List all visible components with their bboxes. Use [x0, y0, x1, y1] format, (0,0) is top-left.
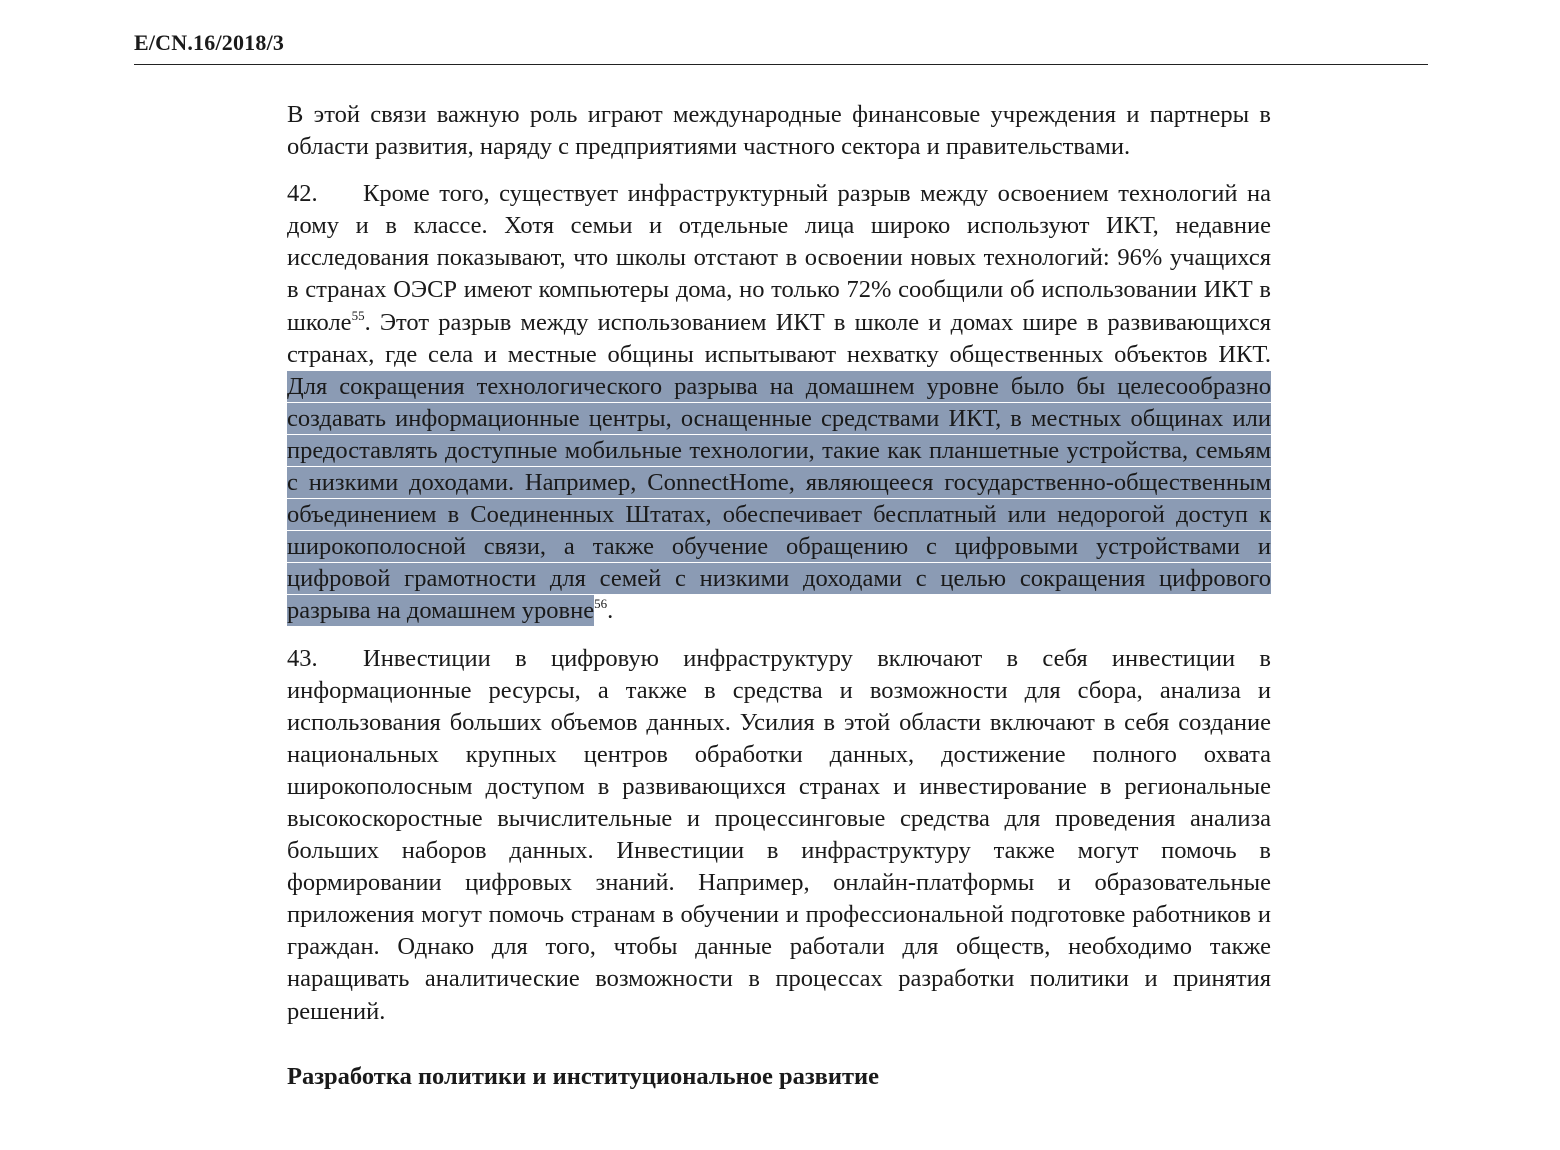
paragraph-number: 42.	[287, 180, 318, 208]
paragraph-43[interactable]	[287, 643, 1271, 1028]
paragraph-end: .	[607, 597, 614, 625]
paragraph-number: 43.	[287, 644, 318, 672]
document-body	[287, 99, 1271, 1093]
selected-text-highlight[interactable]: Для сокращения технологического разрыва на домашнем уровне было бы целесообразно создавать информационные центры, оснащенные средствами ИКТ, в местных общинах или предоставлять доступные мобильные технологии, такие как планшетные устройства, семьям с низкими доходами. Например, ConnectHome, являющееся государственно-общественным объединением в Соединенных Штатах, обеспечивает бесплатный или недорогой доступ к широкополосной связи, а также обучение обращению с цифровыми устройствами и цифровой грамотности для семей с низкими доходами с целью сокращения цифрового разрыва на домашнем уровне	[287, 372, 1271, 625]
paragraph-42[interactable]	[287, 178, 1271, 627]
paragraph-41-continuation[interactable]: В этой связи важную роль играют международные финансовые учреждения и партнеры в области развития, наряду с предприятиями частного сектора и правительствами.	[287, 101, 1271, 161]
paragraph-text: Инвестиции в цифровую инфраструктуру включают в себя инвестиции в информационные ресурсы, а также в средства и возможности для сбора, анализа и использования больших объемов данных. Усилия в этой области включают в себя создание национальных крупных центров обработки данных, достижение полного охвата широкополосным доступом в развивающихся странах и инвестирование в региональные высокоскоростные вычислительные и процессинговые средства для проведения анализа больших наборов данных. Инвестиции в инфраструктуру также могут помочь в формировании цифровых знаний. Например, онлайн-платформы и образовательные приложения могут помочь странам в обучении и профессиональной подготовке работников и граждан. Однако для того, чтобы данные работали для обществ, необходимо также наращивать аналитические возможности в процессах разработки политики и принятия решений.	[287, 644, 1271, 1025]
paragraph-text: . Этот разрыв между использованием ИКТ в школе и домах шире в развивающихся странах, где села и местные общины испытывают нехватку общественных объектов ИКТ.	[287, 308, 1271, 368]
paragraph-text: Кроме того, существует инфраструктурный разрыв между освоением технологий на дому и в классе. Хотя семьи и отдельные лица широко используют ИКТ, недавние исследования показывают, что школы отстают в освоении новых технологий: 96% учащихся в странах ОЭСР имеют компьютеры дома, но только 72% сообщили об использовании ИКТ в школе	[287, 180, 1271, 336]
section-heading: Разработка политики и институциональное развитие	[287, 1062, 880, 1090]
page-header	[134, 24, 1428, 65]
document-symbol: E/CN.16/2018/3	[134, 30, 285, 55]
footnote-ref-55[interactable]: 55	[351, 307, 365, 323]
footnote-ref-56[interactable]: 56	[594, 596, 608, 612]
